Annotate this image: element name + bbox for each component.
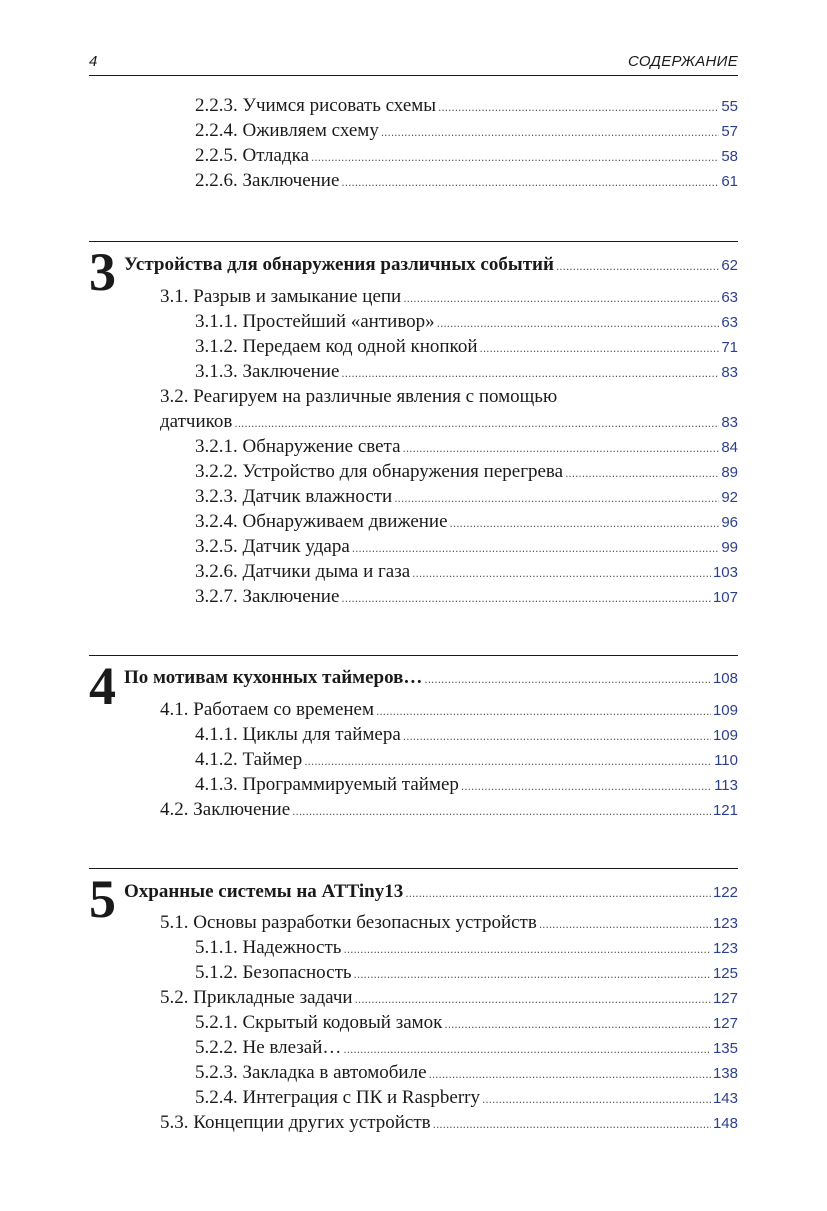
page-ref: 123 [712, 940, 738, 957]
page-ref: 63 [721, 289, 738, 306]
toc-entry[interactable]: 3.1.1. Простейший «антивор» ..... 63 [0, 309, 738, 336]
toc-entry[interactable]: 5.2. Прикладные задачи ..... 127 [0, 985, 738, 1012]
toc-entry[interactable]: 3.1. Разрыв и замыкание цепи ..... 63 [0, 284, 738, 311]
chapter-divider [89, 655, 738, 656]
chapter-number: 3 [89, 242, 116, 302]
page-ref: 96 [721, 514, 738, 531]
running-header [89, 51, 738, 76]
page-ref: 92 [721, 489, 738, 506]
toc-entry[interactable]: 5.2.3. Закладка в автомобиле ..... 138 [0, 1060, 738, 1087]
page-ref: 127 [712, 990, 738, 1007]
toc-entry-wrapped-line[interactable]: 3.2. Реагируем на различные явления с помощью [160, 386, 558, 407]
page-ref: 122 [712, 884, 738, 901]
toc-chapter-entry[interactable]: По мотивам кухонных таймеров… ..... 108 [0, 665, 738, 692]
page-ref: 109 [712, 702, 738, 719]
toc-entry[interactable]: 5.2.2. Не влезай… ..... 135 [0, 1035, 738, 1062]
page-ref: 110 [714, 752, 738, 769]
toc-entry[interactable]: 3.2.3. Датчик влажности ..... 92 [0, 484, 738, 511]
page-number: 4 [89, 53, 98, 70]
toc-entry[interactable]: 4.1.2. Таймер ..... 110 [0, 747, 738, 774]
page-ref: 62 [721, 257, 738, 274]
toc-entry[interactable]: 3.2.2. Устройство для обнаружения перегрева ..... 89 [0, 459, 738, 486]
page-ref: 148 [712, 1115, 738, 1132]
page-ref: 63 [721, 314, 738, 331]
toc-entry[interactable]: 3.1.3. Заключение ..... 83 [0, 359, 738, 386]
toc-entry[interactable]: 3.1.2. Передаем код одной кнопкой ..... 71 [0, 334, 738, 361]
chapter-number: 4 [89, 656, 116, 716]
page-ref: 127 [712, 1015, 738, 1032]
page-ref: 113 [714, 777, 738, 794]
toc-entry[interactable]: 3.2.5. Датчик удара ..... 99 [0, 534, 738, 561]
page-ref: 84 [721, 439, 738, 456]
page-ref: 83 [721, 414, 738, 431]
chapter-divider [89, 241, 738, 242]
toc-entry[interactable]: 3.2.6. Датчики дыма и газа ..... 103 [0, 559, 738, 586]
toc-entry[interactable]: 5.1.2. Безопасность ..... 125 [0, 960, 738, 987]
page-ref: 108 [712, 670, 738, 687]
page-ref: 135 [712, 1040, 738, 1057]
page-ref: 61 [721, 173, 738, 190]
toc-chapter-entry[interactable]: Охранные системы на ATTiny13 ..... 122 [0, 879, 738, 906]
page-ref: 143 [712, 1090, 738, 1107]
toc-entry[interactable]: 2.2.3. Учимся рисовать схемы ..... 55 [0, 93, 738, 120]
toc-chapter-entry[interactable]: Устройства для обнаружения различных событий ..... 62 [0, 252, 738, 279]
toc-entry[interactable]: датчиков ..... 83 [0, 409, 738, 436]
chapter-divider [89, 868, 738, 869]
page-ref: 123 [712, 915, 738, 932]
page-ref: 99 [721, 539, 738, 556]
toc-entry[interactable]: 5.1.1. Надежность ..... 123 [0, 935, 738, 962]
toc-entry[interactable]: 4.1. Работаем со временем ..... 109 [0, 697, 738, 724]
toc-entry[interactable]: 4.1.1. Циклы для таймера ..... 109 [0, 722, 738, 749]
page-ref: 103 [712, 564, 738, 581]
page-ref: 57 [721, 123, 738, 140]
toc-entry[interactable]: 2.2.4. Оживляем схему ..... 57 [0, 118, 738, 145]
toc-entry[interactable]: 4.1.3. Программируемый таймер ..... 113 [0, 772, 738, 799]
page-ref: 71 [721, 339, 738, 356]
toc-entry[interactable]: 5.2.4. Интеграция с ПК и Raspberry ..... 143 [0, 1085, 738, 1112]
toc-entry[interactable]: 2.2.6. Заключение ..... 61 [0, 168, 738, 195]
page-ref: 125 [712, 965, 738, 982]
chapter-number: 5 [89, 869, 116, 929]
header-title: СОДЕРЖАНИЕ [627, 53, 738, 70]
page-ref: 138 [712, 1065, 738, 1082]
toc-entry[interactable]: 5.1. Основы разработки безопасных устройств ..... 123 [0, 910, 738, 937]
toc-entry[interactable]: 5.2.1. Скрытый кодовый замок ..... 127 [0, 1010, 738, 1037]
page-ref: 107 [712, 589, 738, 606]
page-ref: 55 [721, 98, 738, 115]
toc-entry[interactable]: 3.2.7. Заключение ..... 107 [0, 584, 738, 611]
toc-entry[interactable]: 4.2. Заключение ..... 121 [0, 797, 738, 824]
page-ref: 83 [721, 364, 738, 381]
toc-entry[interactable]: 5.3. Концепции других устройств ..... 148 [0, 1110, 738, 1137]
page-ref: 109 [712, 727, 738, 744]
toc-entry[interactable]: 3.2.4. Обнаруживаем движение ..... 96 [0, 509, 738, 536]
toc-entry[interactable]: 3.2.1. Обнаружение света ..... 84 [0, 434, 738, 461]
toc-entry[interactable]: 2.2.5. Отладка ..... 58 [0, 143, 738, 170]
page-ref: 121 [712, 802, 738, 819]
page-ref: 58 [721, 148, 738, 165]
page-ref: 89 [721, 464, 738, 481]
